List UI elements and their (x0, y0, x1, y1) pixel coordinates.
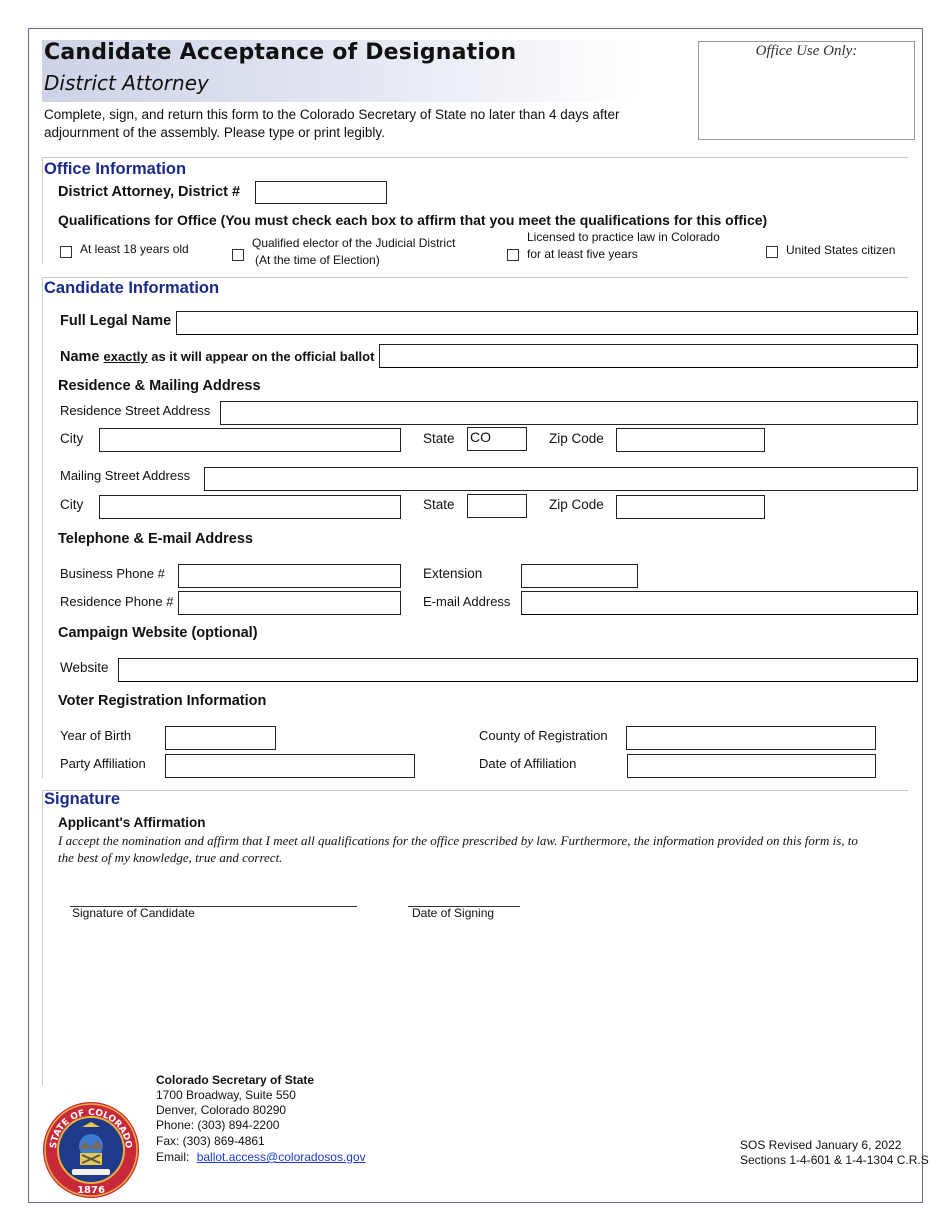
ballot-name-label-prefix: Name (60, 349, 104, 365)
section-divider (42, 277, 908, 278)
section-divider (42, 790, 908, 791)
colorado-seal-icon (42, 1101, 140, 1199)
office-info-heading: Office Information (44, 160, 187, 178)
county-input[interactable] (626, 726, 876, 750)
qualification-label-law-license-note: for at least five years (527, 247, 638, 261)
section-side-rule (42, 158, 43, 264)
residence-phone-input[interactable] (178, 591, 401, 615)
residence-city-label: City (60, 431, 84, 446)
affiliation-date-input[interactable] (627, 754, 876, 778)
ballot-name-label-suffix: as it will appear on the official ballot (147, 349, 375, 364)
party-affiliation-label: Party Affiliation (60, 756, 146, 771)
section-side-rule (42, 791, 43, 1085)
seal-year: 1876 (77, 1185, 105, 1196)
signature-label: Signature of Candidate (72, 906, 195, 920)
mailing-zip-input[interactable] (616, 495, 765, 519)
office-use-label: Office Use Only: (755, 43, 858, 59)
ballot-name-input[interactable] (379, 344, 918, 368)
qualification-label-elector-note: (At the time of Election) (255, 253, 380, 267)
footer-org-name: Colorado Secretary of State (156, 1073, 315, 1087)
website-label: Website (60, 660, 109, 675)
affirmation-heading: Applicant's Affirmation (58, 815, 206, 830)
qualifications-label: Qualifications for Office (You must check each box to affirm that you meet the qualifications for this office) (58, 212, 768, 228)
footer-fax: Fax: (303) 869-4861 (156, 1134, 265, 1148)
phone-email-heading: Telephone & E-mail Address (58, 531, 253, 547)
candidate-info-heading: Candidate Information (44, 279, 220, 297)
email-input[interactable] (521, 591, 918, 615)
page-border (28, 28, 923, 1203)
affirmation-text: I accept the nomination and affirm that I meet all qualifications for the office prescribed by law. Furthermore, the information provided on this form is, to the best of my knowledge, true and correct. (58, 833, 858, 865)
birth-year-input[interactable] (165, 726, 276, 750)
mailing-city-input[interactable] (99, 495, 401, 519)
birth-year-label: Year of Birth (60, 728, 132, 743)
residence-phone-label: Residence Phone # (60, 594, 174, 609)
signature-heading: Signature (44, 790, 121, 808)
footer-address-line2: Denver, Colorado 80290 (156, 1103, 287, 1117)
party-affiliation-input[interactable] (165, 754, 415, 778)
section-divider (42, 157, 908, 158)
qualification-checkbox-elector[interactable] (232, 249, 244, 261)
business-phone-label: Business Phone # (60, 566, 165, 581)
residence-zip-input[interactable] (616, 428, 765, 452)
footer-email-label: Email: (156, 1150, 190, 1164)
extension-label: Extension (423, 566, 483, 581)
mailing-state-label: State (423, 497, 455, 512)
residence-state-label: State (423, 431, 455, 446)
business-phone-input[interactable] (178, 564, 401, 588)
mailing-street-input[interactable] (204, 467, 918, 491)
mailing-street-label: Mailing Street Address (60, 468, 191, 483)
date-signing-label: Date of Signing (412, 906, 495, 920)
county-label: County of Registration (479, 728, 608, 743)
residence-street-label: Residence Street Address (60, 403, 211, 418)
email-label: E-mail Address (423, 594, 511, 609)
footer-statute-sections: Sections 1-4-601 & 1-4-1304 C.R.S (740, 1153, 929, 1167)
residence-city-input[interactable] (99, 428, 401, 452)
ballot-name-label (60, 346, 374, 365)
seal-text-top: STATE OF COLORADO (48, 1107, 134, 1150)
address-heading: Residence & Mailing Address (58, 378, 261, 394)
form-instructions: Complete, sign, and return this form to the Colorado Secretary of State no later than 4 days after adjournment of the assembly. Please type or print legibly. (44, 107, 620, 140)
district-label: District Attorney, District # (58, 184, 241, 200)
mailing-state-input[interactable] (467, 494, 527, 518)
footer-phone: Phone: (303) 894-2200 (156, 1118, 280, 1132)
district-number-input[interactable] (255, 181, 387, 204)
qualification-label-law-license: Licensed to practice law in Colorado (527, 230, 720, 244)
full-name-input[interactable] (176, 311, 918, 335)
extension-input[interactable] (521, 564, 638, 588)
footer-email-row (156, 1150, 366, 1166)
qualification-checkbox-age[interactable] (60, 246, 72, 258)
mailing-zip-label: Zip Code (549, 497, 604, 512)
website-input[interactable] (118, 658, 918, 682)
qualification-label-elector: Qualified elector of the Judicial District (252, 236, 456, 250)
website-heading: Campaign Website (optional) (58, 625, 258, 641)
footer-address-line1: 1700 Broadway, Suite 550 (156, 1088, 296, 1102)
qualification-label-age: At least 18 years old (80, 242, 189, 256)
section-side-rule (42, 278, 43, 778)
footer-revision: SOS Revised January 6, 2022 (740, 1138, 902, 1152)
form-subtitle: District Attorney (44, 71, 209, 95)
qualification-checkbox-citizen[interactable] (766, 246, 778, 258)
qualification-label-citizen: United States citizen (786, 243, 896, 257)
mailing-city-label: City (60, 497, 84, 512)
residence-street-input[interactable] (220, 401, 918, 425)
voter-registration-heading: Voter Registration Information (58, 693, 267, 709)
residence-state-input[interactable]: CO (467, 427, 527, 451)
form-title: Candidate Acceptance of Designation (44, 40, 517, 65)
ballot-name-label-emphasis: exactly (103, 349, 148, 364)
full-name-label: Full Legal Name (60, 313, 172, 329)
qualification-checkbox-law-license[interactable] (507, 249, 519, 261)
residence-zip-label: Zip Code (549, 431, 604, 446)
affiliation-date-label: Date of Affiliation (479, 756, 577, 771)
footer-email-link[interactable]: ballot.access@coloradosos.gov (196, 1150, 366, 1164)
